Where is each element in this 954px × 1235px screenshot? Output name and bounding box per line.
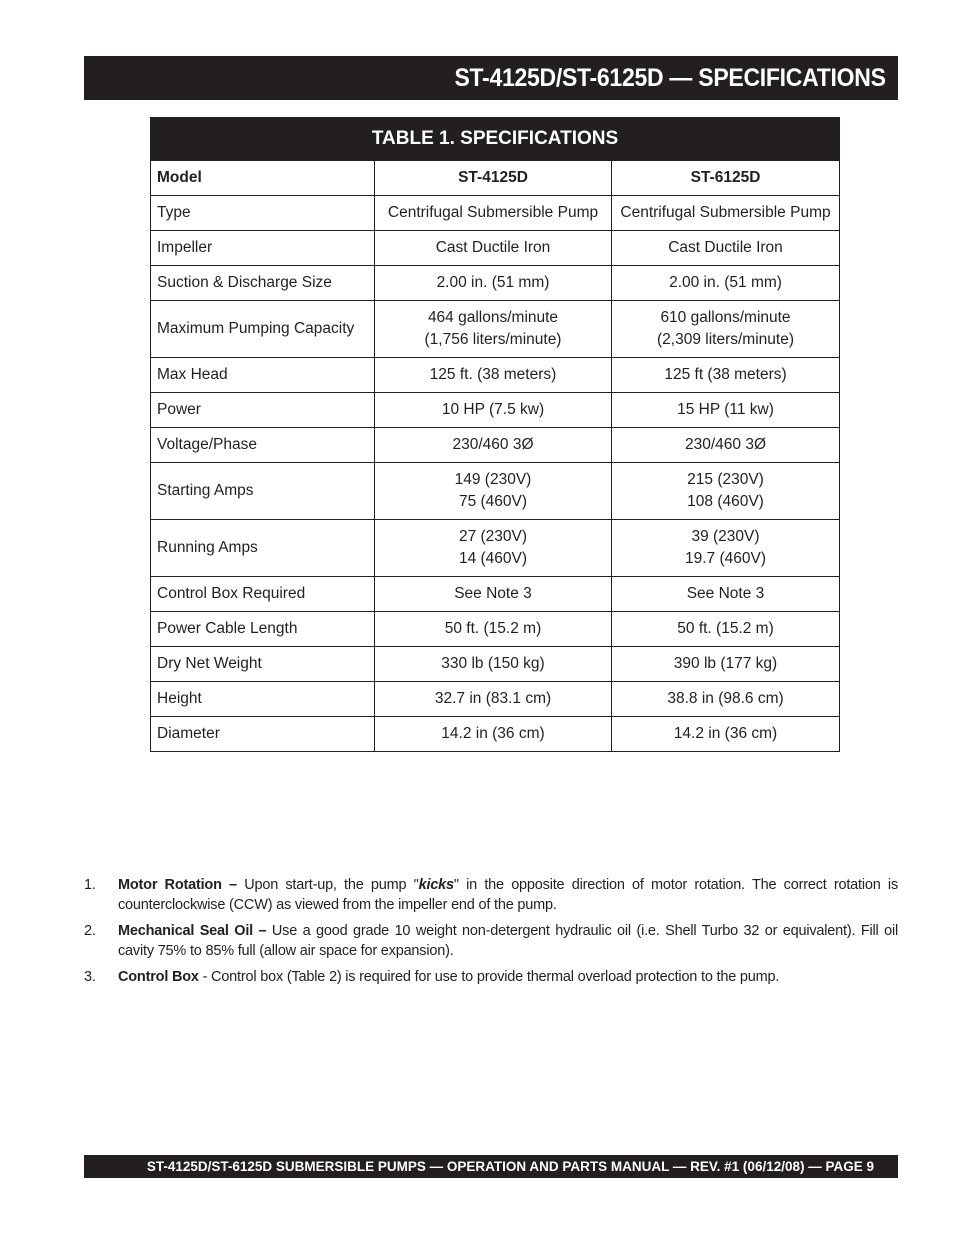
table-row [151, 612, 840, 647]
cell-line: 75 (460V) [458, 493, 528, 510]
cell-line: 2.00 in. (51 mm) [669, 274, 782, 291]
note-number: 2. [84, 923, 96, 939]
cell-line: Centrifugal Submersible Pump [620, 204, 831, 221]
cell-line: 230/460 3Ø [452, 436, 534, 453]
note-text: - Control box (Table 2) is required for use to provide thermal overload protection to the pump. [198, 969, 780, 985]
table-row [151, 463, 840, 520]
cell-line: 215 (230V) [687, 471, 764, 488]
cell-line: 125 ft (38 meters) [664, 366, 787, 383]
header-st-4125d: ST-4125D [375, 161, 612, 196]
note-text: Upon start-up, the pump " [236, 877, 419, 893]
row-label: Impeller [151, 231, 375, 266]
header-model: Model [151, 161, 375, 196]
cell-line: 19.7 (460V) [685, 550, 766, 567]
table-row [151, 647, 840, 682]
note-item [84, 967, 898, 987]
cell-line: 330 lb (150 kg) [441, 655, 545, 672]
cell-st-4125d [375, 520, 612, 577]
cell-st-6125d [612, 393, 840, 428]
row-label: Starting Amps [151, 463, 375, 520]
footer-bar [84, 1155, 898, 1178]
cell-line: Cast Ductile Iron [435, 239, 551, 256]
cell-st-6125d [612, 196, 840, 231]
cell-line: 32.7 in (83.1 cm) [434, 690, 552, 707]
cell-line: 39 (230V) [691, 528, 760, 545]
note-number: 1. [84, 877, 96, 893]
cell-line: 10 HP (7.5 kw) [441, 401, 545, 418]
table-caption: TABLE 1. SPECIFICATIONS [151, 118, 840, 161]
footer-text: ST-4125D/ST-6125D SUBMERSIBLE PUMPS — OPERATION AND PARTS MANUAL — REV. #1 (06/12/08) — PAGE 9 [146, 1159, 874, 1174]
row-label: Running Amps [151, 520, 375, 577]
cell-st-4125d [375, 612, 612, 647]
cell-st-4125d [375, 301, 612, 358]
notes-list [84, 875, 898, 993]
cell-st-4125d [375, 717, 612, 752]
table-row [151, 520, 840, 577]
note-body [118, 875, 898, 915]
cell-line: 50 ft. (15.2 m) [677, 620, 774, 637]
cell-st-6125d [612, 577, 840, 612]
cell-st-6125d [612, 428, 840, 463]
row-label: Power [151, 393, 375, 428]
table-header-row [151, 161, 840, 196]
cell-line: Centrifugal Submersible Pump [387, 204, 599, 221]
table-row [151, 682, 840, 717]
cell-line: 38.8 in (98.6 cm) [667, 690, 784, 707]
cell-st-6125d [612, 682, 840, 717]
cell-st-4125d [375, 196, 612, 231]
cell-line: 2.00 in. (51 mm) [436, 274, 550, 291]
row-label: Max Head [151, 358, 375, 393]
row-label: Suction & Discharge Size [151, 266, 375, 301]
row-label: Power Cable Length [151, 612, 375, 647]
cell-st-6125d [612, 520, 840, 577]
row-label: Control Box Required [151, 577, 375, 612]
cell-line: 610 gallons/minute [660, 309, 791, 326]
cell-st-4125d [375, 463, 612, 520]
cell-st-4125d [375, 428, 612, 463]
note-emphasis: kicks [418, 877, 454, 893]
cell-st-4125d [375, 231, 612, 266]
cell-st-6125d [612, 612, 840, 647]
note-text: " in the opposite direction of motor rotation. The correct rotation is counterclockwise (CCW) as viewed from the impeller end of the pump. [118, 877, 898, 913]
table-row [151, 358, 840, 393]
specifications-table [150, 117, 840, 752]
cell-line: 14 (460V) [458, 550, 528, 567]
table-row [151, 717, 840, 752]
cell-line: See Note 3 [686, 585, 765, 602]
cell-st-4125d [375, 358, 612, 393]
cell-line: 50 ft. (15.2 m) [444, 620, 542, 637]
row-label: Height [151, 682, 375, 717]
cell-line: 27 (230V) [458, 528, 528, 545]
row-label: Dry Net Weight [151, 647, 375, 682]
cell-st-4125d [375, 266, 612, 301]
table-row [151, 266, 840, 301]
note-item [84, 921, 898, 961]
cell-line: 464 gallons/minute [427, 309, 559, 326]
note-title: Motor Rotation – [118, 877, 237, 893]
page-title-bar [84, 56, 898, 100]
note-body [118, 921, 898, 961]
row-label: Diameter [151, 717, 375, 752]
row-label: Voltage/Phase [151, 428, 375, 463]
table-row [151, 577, 840, 612]
cell-st-4125d [375, 393, 612, 428]
cell-st-6125d [612, 647, 840, 682]
cell-st-6125d [612, 717, 840, 752]
table-body [151, 161, 840, 752]
cell-st-6125d [612, 231, 840, 266]
cell-st-4125d [375, 647, 612, 682]
cell-line: 125 ft. (38 meters) [429, 366, 557, 383]
row-label: Type [151, 196, 375, 231]
cell-line: 390 lb (177 kg) [673, 655, 778, 672]
cell-line: 15 HP (11 kw) [677, 401, 774, 418]
cell-line: 149 (230V) [454, 471, 532, 488]
cell-line: 14.2 in (36 cm) [673, 725, 778, 742]
page-title: ST-4125D/ST-6125D — SPECIFICATIONS [454, 63, 886, 92]
cell-line: 108 (460V) [687, 493, 764, 510]
note-number: 3. [84, 969, 96, 985]
table-row [151, 428, 840, 463]
cell-line: 230/460 3Ø [685, 436, 767, 453]
row-label: Maximum Pumping Capacity [151, 301, 375, 358]
header-st-6125d: ST-6125D [612, 161, 840, 196]
note-text: Use a good grade 10 weight non-detergent hydraulic oil (i.e. Shell Turbo 32 or equivalent). Fill oil cavity 75% to 85% full (allow air space for expansion). [118, 923, 898, 959]
cell-st-6125d [612, 301, 840, 358]
table-row [151, 196, 840, 231]
cell-st-6125d [612, 358, 840, 393]
cell-line: Cast Ductile Iron [668, 239, 783, 256]
cell-st-4125d [375, 682, 612, 717]
note-item [84, 875, 898, 915]
table-row [151, 393, 840, 428]
table-row [151, 231, 840, 266]
note-body [118, 967, 898, 987]
cell-st-6125d [612, 463, 840, 520]
note-title: Mechanical Seal Oil – [118, 923, 267, 939]
cell-line: See Note 3 [454, 585, 532, 602]
table-row [151, 301, 840, 358]
cell-st-6125d [612, 266, 840, 301]
cell-st-4125d [375, 577, 612, 612]
cell-line: (2,309 liters/minute) [657, 331, 794, 348]
note-title: Control Box [118, 969, 199, 985]
cell-line: (1,756 liters/minute) [424, 331, 562, 348]
cell-line: 14.2 in (36 cm) [441, 725, 545, 742]
